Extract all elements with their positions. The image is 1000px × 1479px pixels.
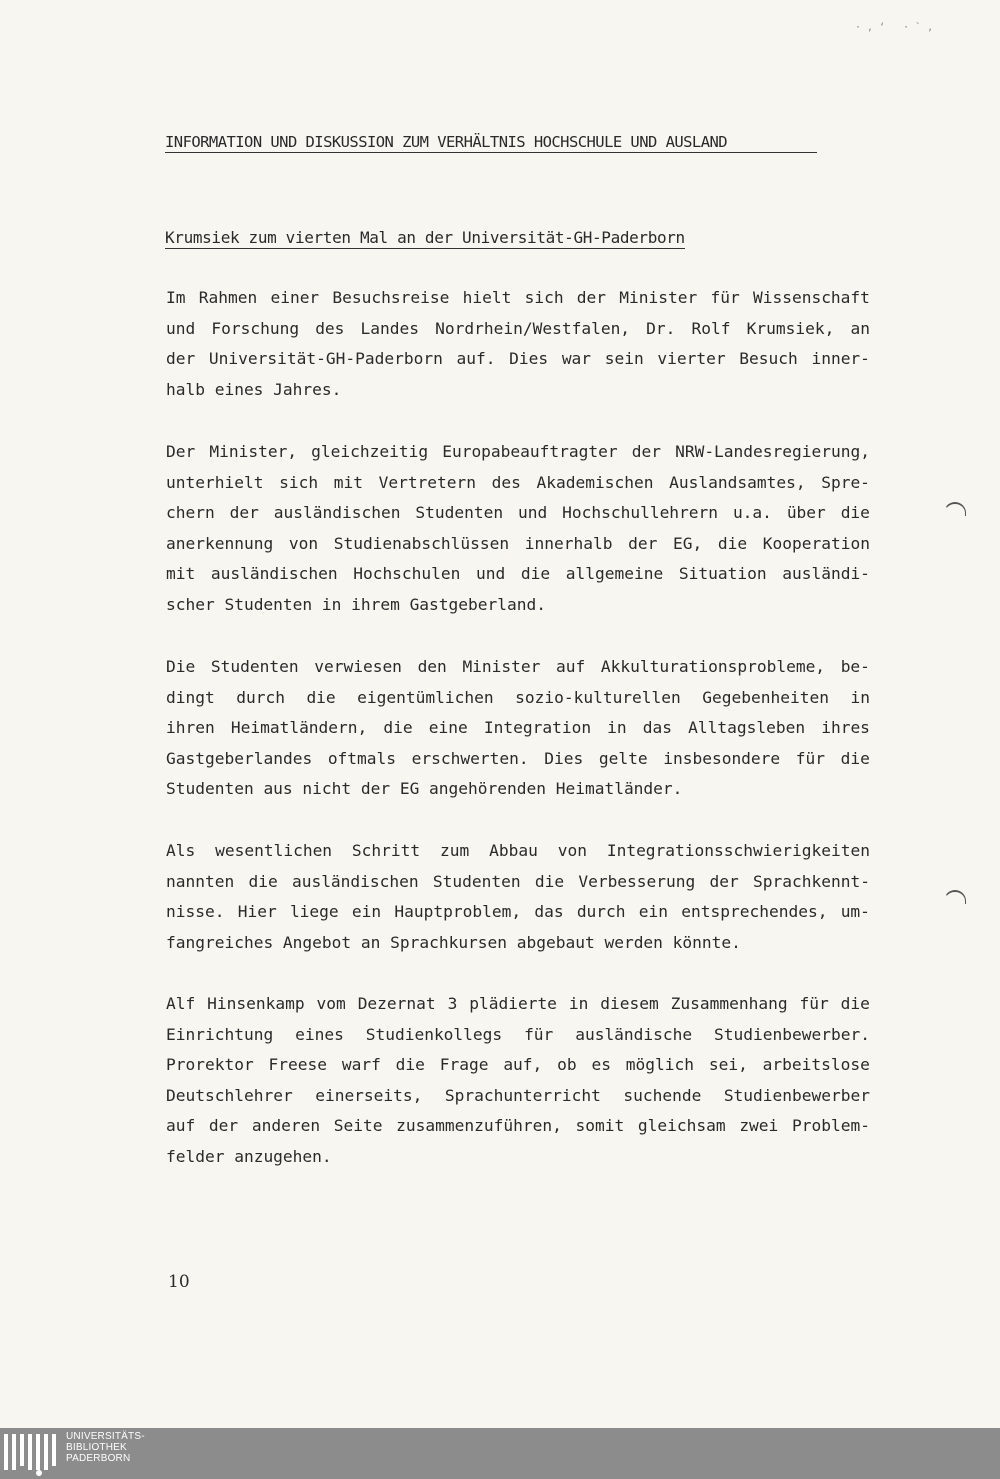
text-line: Einrichtung eines Studienkollegs für ausländische Studienbewerber.	[166, 1024, 870, 1044]
text-line: nannten die ausländischen Studenten die Verbesserung der Sprachkennt-	[166, 871, 870, 891]
text-line: mit ausländischen Hochschulen und die allgemeine Situation ausländi-	[166, 564, 870, 583]
logo-dot-icon	[36, 1470, 42, 1476]
punch-hole-mark	[944, 502, 966, 516]
scan-specks: ·,‘ ·`,	[855, 22, 940, 33]
library-logo-text	[66, 1431, 145, 1464]
text-line: unterhielt sich mit Vertretern des Akademischen Auslandsamtes, Spre-	[166, 472, 870, 492]
punch-hole-mark	[944, 890, 966, 904]
text-line: Studenten aus nicht der EG angehörenden Heimatländer.	[166, 779, 683, 798]
page-number: 10	[168, 1272, 190, 1292]
text-line: Die Studenten verwiesen den Minister auf Akkulturationsprobleme, be-	[166, 657, 870, 676]
paragraph-5	[166, 989, 870, 1172]
text-line: ihren Heimatländern, die eine Integration in das Alltagsleben ihres	[166, 718, 870, 737]
text-line: Als wesentlichen Schritt zum Abbau von Integrationsschwierigkeiten	[166, 841, 870, 860]
text-line: felder anzugehen.	[166, 1146, 332, 1166]
text-line: halb eines Jahres.	[166, 379, 342, 399]
text-line: fangreiches Angebot an Sprachkursen abgebaut werden könnte.	[166, 932, 741, 952]
logo-line: PADERBORN	[66, 1453, 131, 1464]
text-line: Alf Hinsenkamp vom Dezernat 3 plädierte in diesem Zusammenhang für die	[166, 994, 870, 1013]
paragraph-1	[166, 283, 870, 405]
text-line: und Forschung des Landes Nordrhein/Westfalen, Dr. Rolf Krumsiek, an	[166, 318, 870, 338]
text-line: dingt durch die eigentümlichen sozio-kulturellen Gegebenheiten in	[166, 687, 870, 707]
document-subtitle: Krumsiek zum vierten Mal an der Universität-GH-Paderborn	[165, 228, 685, 247]
text-line: nisse. Hier liege ein Hauptproblem, das durch ein entsprechendes, um-	[166, 902, 870, 921]
text-line: der Universität-GH-Paderborn auf. Dies war sein vierter Besuch inner-	[166, 349, 870, 368]
text-line: Im Rahmen einer Besuchsreise hielt sich der Minister für Wissenschaft	[166, 288, 870, 307]
paragraph-2	[166, 437, 870, 620]
library-footer	[0, 1428, 1000, 1479]
text-line: Prorektor Freese warf die Frage auf, ob es möglich sei, arbeitslose	[166, 1055, 870, 1074]
document-title: INFORMATION UND DISKUSSION ZUM VERHÄLTNIS HOCHSCHULE UND AUSLAND	[165, 133, 817, 153]
logo-line: BIBLIOTHEK	[66, 1442, 127, 1453]
logo-line: UNIVERSITÄTS-	[66, 1431, 145, 1442]
text-line: Deutschlehrer einerseits, Sprachunterricht suchende Studienbewerber	[166, 1085, 870, 1105]
text-line: anerkennung von Studienabschlüssen innerhalb der EG, die Kooperation	[166, 533, 870, 553]
text-line: scher Studenten in ihrem Gastgeberland.	[166, 594, 547, 614]
paragraph-4	[166, 836, 870, 958]
library-barcode-logo-icon	[4, 1434, 56, 1474]
text-line: Gastgeberlandes oftmals erschwerten. Dies gelte insbesondere für die	[166, 748, 870, 768]
text-line: auf der anderen Seite zusammenzuführen, somit gleichsam zwei Problem-	[166, 1116, 870, 1135]
paragraph-3	[166, 652, 870, 805]
text-line: Der Minister, gleichzeitig Europabeauftragter der NRW-Landesregierung,	[166, 442, 870, 461]
text-line: chern der ausländischen Studenten und Hochschullehrern u.a. über die	[166, 503, 870, 522]
